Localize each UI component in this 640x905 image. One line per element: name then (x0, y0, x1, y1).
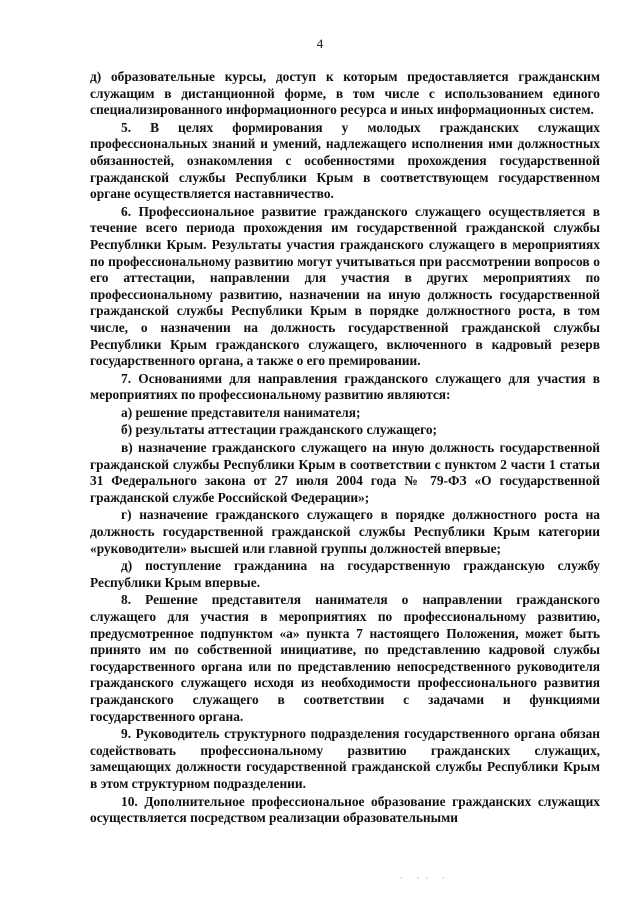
paragraph-7g: г) назначение гражданского служащего в порядке должностного роста на должность государственной гражданской службы Республики Крым категории «руководители» высшей или главной группы должностей впервые; (90, 507, 600, 556)
paragraph-7b: б) результаты аттестации гражданского служащего; (121, 422, 438, 438)
paragraph-7-grounds: 7. Основаниями для направления гражданского служащего для участия в мероприятиях по профессиональному развитию являются: (90, 370, 600, 403)
paragraph-8-decision: 8. Решение представителя нанимателя о направлении гражданского служащего для участия в мероприятиях по профессиональному развитию, предусмотренное подпунктом «а» пункта 7 настоящего Положения, может быть принято им по собственной инициативе, по представлению кадровой службы государственного органа или по представлению непосредственного руководителя гражданского служащего исходя из необходимости профессионального развития гражданского служащего в соответствии с задачами и функциями государственного органа. (90, 592, 600, 724)
paragraph-7d: д) поступление гражданина на государственную гражданскую службу Республики Крым впервые. (90, 558, 600, 590)
paragraph-7a: а) решение представителя нанимателя; (121, 404, 361, 420)
paragraph-7v: в) назначение гражданского служащего на иную должность государственной гражданской службы Республики Крым в соответствии с пунктом 2 части 1 статьи 31 Федерального закона от 27 июля 2004 года № 79-ФЗ «О государственной гражданской службе Российской Федерации»; (90, 440, 600, 505)
document-body (90, 69, 600, 828)
footer-scan-marks: · ·· · (400, 874, 451, 883)
paragraph-9-head-duty: 9. Руководитель структурного подразделения государственного органа обязан содействовать профессиональному развитию гражданских служащих, замещающих должности государственной гражданской службы Республики Крым в этом структурном подразделении. (90, 726, 600, 791)
page-number: 4 (316, 36, 324, 51)
paragraph-6-professional-development: 6. Профессиональное развитие гражданского служащего осуществляется в течение всего периода прохождения им государственной гражданской службы Республики Крым. Результаты участия гражданского служащего в мероприятиях по профессиональному развитию могут учитываться при рассмотрении вопросов о его аттестации, направлении для участия в других мероприятиях по профессиональному развитию, назначении на иную должность государственной гражданской службы Республики Крым в порядке должностного роста, в том числе, о назначении на должность государственной гражданской службы Республики Крым гражданского служащего, включенного в кадровый резерв государственного органа, а также о его премировании. (90, 203, 600, 369)
paragraph-5-mentoring: 5. В целях формирования у молодых гражданских служащих профессиональных знаний и умений, надлежащего исполнения ими должностных обязанностей, ознакомления с особенностями прохождения государственной гражданской службы Республики Крым в соответствующем государственном органе осуществляется наставничество. (90, 119, 600, 202)
paragraph-d-courses: д) образовательные курсы, доступ к которым предоставляется гражданским служащим в дистанционной форме, в том числе с использованием единого специализированного информационного ресурса и иных информационных систем. (90, 69, 600, 118)
paragraph-10-additional-education: 10. Дополнительное профессиональное образование гражданских служащих осуществляется посредством реализации образовательными (90, 793, 600, 826)
